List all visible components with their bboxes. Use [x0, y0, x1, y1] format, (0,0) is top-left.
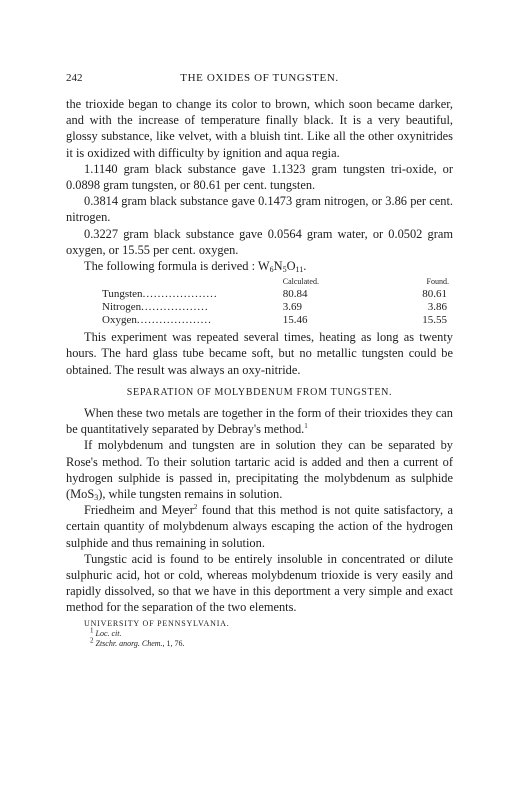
found-value: 80.61	[422, 288, 447, 301]
paragraph-friedheim: Friedheim and Meyer$^2$ found that this method is not quite satisfactory, a certain quantity of molybdenum always escaping the action of the hydrogen sulphide and thus remaining in solution.	[66, 503, 453, 550]
found-value: 15.55	[422, 314, 447, 327]
paragraph-continuation: the trioxide began to change its color to brown, which soon became darker, and with the increase of temperature finally black. It is a very beautiful, glossy substance, like velvet, with a bluish tint. Like all the other oxynitrides it is oxidized with difficulty by ignition and aqua regia.	[66, 97, 453, 160]
formula-intro: The following formula is derived :	[84, 259, 256, 274]
affiliation: UNIVERSITY OF PENNSYLVANIA.	[84, 618, 230, 628]
element-name: Nitrogen	[102, 301, 142, 314]
page-body	[66, 96, 453, 649]
leader-dots: ....................	[142, 288, 218, 301]
leader-dots: ..................	[141, 301, 209, 314]
element-name: Oxygen	[102, 314, 137, 327]
results-row	[66, 314, 453, 327]
footnote-ref-1: 1	[304, 422, 308, 431]
paragraph-oxygen-analysis: 0.3227 gram black substance gave 0.0564 gram water, or 0.0502 gram oxygen, or 15.55 per cent. oxygen.	[66, 226, 453, 257]
paragraph-tungstic-acid: Tungstic acid is found to be entirely insoluble in concentrated or dilute sulphuric acid, hot or cold, whereas molybdenum trioxide is very easily and rapidly dissolved, so that we have in this deportment a very simple and exact method for the separation of the two elements.	[66, 551, 453, 615]
page-number: 242	[66, 72, 83, 84]
running-title: THE OXIDES OF TUNGSTEN.	[180, 72, 339, 84]
formula-line	[66, 258, 453, 274]
page-header	[66, 72, 453, 88]
paragraph-nitrogen-analysis: 0.3814 gram black substance gave 0.1473 gram nitrogen, or 3.86 per cent. nitrogen.	[66, 194, 453, 225]
footnote-ref-2: 2	[193, 503, 198, 512]
results-table	[66, 275, 453, 327]
calculated-value: 80.84	[282, 288, 308, 301]
results-row	[66, 301, 453, 314]
section-heading: SEPARATION OF MOLYBDENUM FROM TUNGSTEN.	[126, 386, 393, 398]
calculated-value: 15.46	[282, 314, 308, 327]
paragraph-repeated-experiment: This experiment was repeated several times, heating as long as twenty hours. The hard glass tube became soft, but no metallic tungsten could be obtained. The result was always an oxy-nitride.	[66, 330, 453, 377]
footnote-2: $^2$ Ztschr. anorg. Chem., 1, 76.	[90, 636, 185, 648]
results-table-header	[66, 275, 453, 288]
header-found: Found.	[426, 277, 449, 287]
header-calculated: Calculated.	[282, 277, 319, 287]
formula: $W_6N_5O_{11}$.	[257, 259, 307, 275]
paragraph-rose-method: If molybdenum and tungsten are in solution they can be separated by Rose's method. To their solution tartaric acid is added and then a current of hydrogen sulphide is passed in, precipitating the molybdenum as sulphide (MoS$_3$), while tungsten remains in solution.	[66, 438, 453, 503]
results-row	[66, 288, 453, 301]
found-value: 3.86	[427, 301, 447, 314]
footnote-1: $^1$ Loc. cit.	[90, 626, 122, 638]
calculated-value: 3.69	[282, 301, 302, 314]
paragraph-debray: When these two metals are together in the form of their trioxides they can be quantitatively separated by Debray's method.$^1$	[66, 406, 453, 437]
paragraph-tungsten-analysis: 1.1140 gram black substance gave 1.1323 gram tungsten tri-oxide, or 0.0898 gram tungsten, or 80.61 per cent. tungsten.	[66, 161, 453, 193]
element-name: Tungsten	[102, 288, 143, 301]
leader-dots: ....................	[136, 314, 212, 327]
